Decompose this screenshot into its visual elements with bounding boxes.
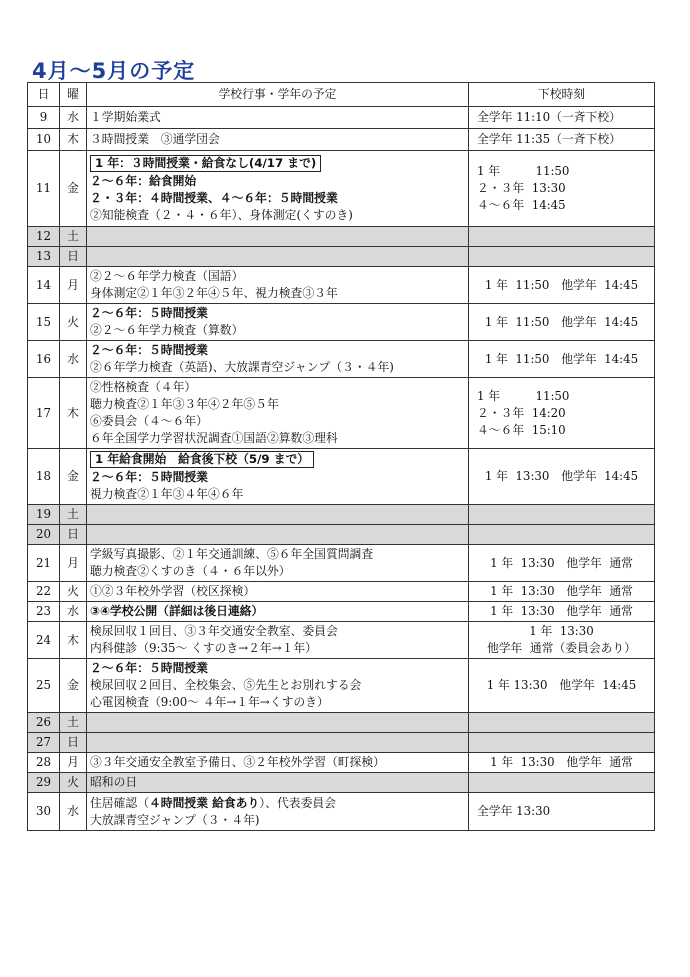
event-text: ２～６年：５時間授業 bbox=[90, 343, 208, 357]
event-line bbox=[90, 413, 465, 430]
events-cell bbox=[87, 622, 469, 659]
events-cell bbox=[87, 505, 469, 525]
event-text: ②性格検査（４年） bbox=[90, 380, 197, 394]
day-cell: 25 bbox=[28, 659, 60, 713]
day-cell: 9 bbox=[28, 107, 60, 129]
event-line bbox=[90, 774, 465, 791]
dismissal-time: 1 年 13:30 他学年 通常 bbox=[490, 555, 633, 570]
dismissal-cell bbox=[469, 525, 655, 545]
event-line bbox=[90, 131, 465, 148]
event-text: 学級写真撮影、②１年交通訓練、⑤６年全国質問調査 bbox=[90, 547, 374, 561]
day-cell: 11 bbox=[28, 151, 60, 227]
events-cell bbox=[87, 267, 469, 304]
event-line bbox=[90, 430, 465, 447]
dismissal-cell bbox=[469, 267, 655, 304]
event-line bbox=[90, 660, 465, 677]
day-cell: 21 bbox=[28, 545, 60, 582]
dismissal-cell bbox=[469, 505, 655, 525]
event-notice-box: 1 年：３時間授業・給食なし(4/17 まで) bbox=[90, 155, 321, 172]
event-text: 検尿回収２回目、全校集会、⑤先生とお別れする会 bbox=[90, 678, 362, 692]
page-title: 4月～5月の予定 bbox=[32, 59, 196, 83]
events-cell bbox=[87, 713, 469, 733]
schedule-rows bbox=[28, 107, 655, 831]
day-cell: 18 bbox=[28, 449, 60, 505]
dismissal-cell bbox=[469, 151, 655, 227]
events-cell bbox=[87, 659, 469, 713]
day-cell: 12 bbox=[28, 227, 60, 247]
event-line bbox=[90, 173, 465, 190]
day-cell: 22 bbox=[28, 582, 60, 602]
schedule-row bbox=[28, 753, 655, 773]
dismissal-time: 1 年 13:30 bbox=[529, 624, 594, 638]
events-cell bbox=[87, 582, 469, 602]
schedule-row bbox=[28, 582, 655, 602]
event-text: ②２～６年学力検査（算数） bbox=[90, 323, 244, 337]
dismissal-time: 1 年 13:30 他学年 通常 bbox=[490, 584, 633, 598]
event-line bbox=[90, 754, 465, 771]
event-text: ②知能検査（２・４・６年）、身体測定(くすのき) bbox=[90, 207, 353, 222]
dismissal-cell bbox=[469, 733, 655, 753]
header-weekday: 曜 bbox=[60, 83, 87, 107]
event-line bbox=[90, 450, 465, 469]
event-text: ２～６年：５時間授業 bbox=[90, 661, 208, 675]
events-cell bbox=[87, 753, 469, 773]
weekday-cell: 日 bbox=[60, 247, 87, 267]
day-cell: 26 bbox=[28, 713, 60, 733]
dismissal-cell bbox=[469, 753, 655, 773]
weekday-cell: 月 bbox=[60, 267, 87, 304]
weekday-cell: 火 bbox=[60, 773, 87, 793]
dismissal-time: 1 年 11:50 他学年 14:45 bbox=[484, 277, 639, 292]
schedule-row bbox=[28, 545, 655, 582]
schedule-row bbox=[28, 793, 655, 831]
schedule-row bbox=[28, 505, 655, 525]
event-line bbox=[90, 359, 465, 376]
event-text: １学期始業式 bbox=[90, 110, 161, 124]
dismissal-cell bbox=[469, 773, 655, 793]
events-cell bbox=[87, 545, 469, 582]
weekday-cell: 水 bbox=[60, 602, 87, 622]
schedule-row bbox=[28, 341, 655, 378]
events-cell bbox=[87, 107, 469, 129]
day-cell: 30 bbox=[28, 793, 60, 831]
event-text: ３時間授業 ③通学団会 bbox=[90, 132, 220, 146]
events-cell bbox=[87, 129, 469, 151]
day-cell: 23 bbox=[28, 602, 60, 622]
event-notice-box: 1 年給食開始 給食後下校（5/9 まで） bbox=[90, 451, 314, 468]
weekday-cell: 水 bbox=[60, 341, 87, 378]
event-line bbox=[90, 342, 465, 359]
dismissal-cell bbox=[469, 793, 655, 831]
event-line bbox=[90, 285, 465, 302]
header-events: 学校行事・学年の予定 bbox=[87, 83, 469, 107]
event-line bbox=[90, 379, 465, 396]
events-cell bbox=[87, 525, 469, 545]
events-cell bbox=[87, 602, 469, 622]
events-cell bbox=[87, 449, 469, 505]
schedule-row bbox=[28, 267, 655, 304]
event-line bbox=[90, 486, 465, 503]
dismissal-cell bbox=[469, 659, 655, 713]
event-text: ２・３年：４時間授業、４～６年：５時間授業 bbox=[90, 190, 338, 205]
dismissal-cell bbox=[469, 378, 655, 449]
dismissal-time: 1 年 13:30 他学年 通常 bbox=[490, 604, 633, 618]
dismissal-cell bbox=[469, 449, 655, 505]
day-cell: 16 bbox=[28, 341, 60, 378]
dismissal-time: 1 年 11:50 他学年 14:45 bbox=[484, 351, 639, 366]
event-line bbox=[90, 322, 465, 339]
event-text: ①②３年校外学習（校区探検） bbox=[90, 584, 256, 598]
event-line bbox=[90, 603, 465, 620]
event-text: 視力検査②１年③４年④６年 bbox=[90, 487, 244, 501]
schedule-row bbox=[28, 129, 655, 151]
day-cell: 15 bbox=[28, 304, 60, 341]
dismissal-cell bbox=[469, 227, 655, 247]
dismissal-time: ２・３年 13:30 bbox=[477, 181, 566, 195]
events-cell bbox=[87, 227, 469, 247]
event-text-part: ）、代表委員会 bbox=[259, 795, 336, 810]
weekday-cell: 日 bbox=[60, 733, 87, 753]
event-text: 大放課青空ジャンプ（３・４年) bbox=[90, 812, 260, 827]
event-text-part: ４時間授業 給食あり bbox=[149, 795, 260, 810]
dismissal-time: 全学年 11:35（一斉下校） bbox=[477, 132, 621, 146]
event-line bbox=[90, 623, 465, 640]
weekday-cell: 月 bbox=[60, 753, 87, 773]
dismissal-time: ２・３年 14:20 bbox=[477, 405, 566, 420]
weekday-cell: 土 bbox=[60, 227, 87, 247]
event-line bbox=[90, 154, 465, 173]
dismissal-time: 他学年 通常（委員会あり） bbox=[486, 641, 637, 655]
dismissal-cell bbox=[469, 622, 655, 659]
weekday-cell: 土 bbox=[60, 713, 87, 733]
day-cell: 28 bbox=[28, 753, 60, 773]
schedule-table bbox=[27, 82, 655, 831]
dismissal-time: 1 年 11:50 bbox=[477, 164, 570, 178]
schedule-row bbox=[28, 247, 655, 267]
dismissal-time: 1 年 13:30 他学年 14:45 bbox=[486, 678, 637, 692]
day-cell: 27 bbox=[28, 733, 60, 753]
dismissal-time: 全学年 11:10（一斉下校） bbox=[477, 110, 621, 124]
schedule-row bbox=[28, 733, 655, 753]
events-cell bbox=[87, 304, 469, 341]
event-text: ６年全国学力学習状況調査①国語②算数③理科 bbox=[90, 431, 338, 445]
event-line bbox=[90, 305, 465, 322]
day-cell: 13 bbox=[28, 247, 60, 267]
event-line bbox=[90, 795, 465, 812]
day-cell: 19 bbox=[28, 505, 60, 525]
event-text: ②２～６年学力検査（国語） bbox=[90, 269, 244, 283]
event-line bbox=[90, 109, 465, 126]
event-text: ③④学校公開（詳細は後日連絡） bbox=[90, 604, 264, 618]
weekday-cell: 日 bbox=[60, 525, 87, 545]
weekday-cell: 火 bbox=[60, 304, 87, 341]
events-cell bbox=[87, 773, 469, 793]
event-line bbox=[90, 190, 465, 207]
event-text: ２～６年：５時間授業 bbox=[90, 306, 208, 320]
event-line bbox=[90, 677, 465, 694]
event-line bbox=[90, 469, 465, 486]
schedule-row bbox=[28, 622, 655, 659]
dismissal-cell bbox=[469, 713, 655, 733]
event-line bbox=[90, 583, 465, 600]
schedule-row bbox=[28, 304, 655, 341]
day-cell: 29 bbox=[28, 773, 60, 793]
schedule-row bbox=[28, 449, 655, 505]
weekday-cell: 木 bbox=[60, 129, 87, 151]
dismissal-time: 全学年 13:30 bbox=[477, 804, 551, 818]
event-text: 心電図検査（9:00～ ４年→１年→くすのき） bbox=[90, 695, 329, 709]
weekday-cell: 金 bbox=[60, 151, 87, 227]
dismissal-cell bbox=[469, 107, 655, 129]
event-text: 昭和の日 bbox=[90, 775, 138, 789]
day-cell: 10 bbox=[28, 129, 60, 151]
dismissal-cell bbox=[469, 129, 655, 151]
dismissal-cell bbox=[469, 247, 655, 267]
event-text: ②６年学力検査（英語)、大放課青空ジャンプ（３・４年) bbox=[90, 360, 394, 374]
events-cell bbox=[87, 378, 469, 449]
event-text: 聴力検査②１年③３年④２年⑤５年 bbox=[90, 397, 279, 411]
event-text: ⑥委員会（４～６年） bbox=[90, 414, 208, 428]
event-line bbox=[90, 207, 465, 224]
schedule-row bbox=[28, 773, 655, 793]
day-cell: 14 bbox=[28, 267, 60, 304]
weekday-cell: 火 bbox=[60, 582, 87, 602]
schedule-row bbox=[28, 525, 655, 545]
dismissal-time: 1 年 11:50 他学年 14:45 bbox=[484, 314, 639, 329]
day-cell: 20 bbox=[28, 525, 60, 545]
day-cell: 24 bbox=[28, 622, 60, 659]
events-cell bbox=[87, 151, 469, 227]
event-text: 内科健診（9:35～ くすのき→２年→１年） bbox=[90, 641, 317, 655]
header-day: 日 bbox=[28, 83, 60, 107]
weekday-cell: 木 bbox=[60, 378, 87, 449]
event-text-part: 住居確認（ bbox=[90, 795, 149, 810]
event-line bbox=[90, 812, 465, 829]
weekday-cell: 木 bbox=[60, 622, 87, 659]
event-text: 聴力検査②くすのき（４・６年以外） bbox=[90, 564, 291, 578]
weekday-cell: 水 bbox=[60, 793, 87, 831]
event-text: 身体測定②１年③２年④５年、視力検査③３年 bbox=[90, 286, 338, 300]
schedule-row bbox=[28, 378, 655, 449]
dismissal-time: 1 年 13:30 他学年 通常 bbox=[490, 755, 633, 769]
schedule-row bbox=[28, 107, 655, 129]
dismissal-cell bbox=[469, 602, 655, 622]
dismissal-cell bbox=[469, 304, 655, 341]
dismissal-time: 1 年 11:50 bbox=[477, 388, 570, 403]
event-line bbox=[90, 563, 465, 580]
dismissal-cell bbox=[469, 545, 655, 582]
weekday-cell: 月 bbox=[60, 545, 87, 582]
events-cell bbox=[87, 793, 469, 831]
event-line bbox=[90, 546, 465, 563]
schedule-row bbox=[28, 227, 655, 247]
weekday-cell: 金 bbox=[60, 659, 87, 713]
event-text: ２～６年：給食開始 bbox=[90, 173, 197, 188]
header-dismissal: 下校時刻 bbox=[469, 83, 655, 107]
dismissal-time: ４～６年 14:45 bbox=[477, 198, 566, 212]
weekday-cell: 土 bbox=[60, 505, 87, 525]
event-text: 検尿回収１回目、③３年交通安全教室、委員会 bbox=[90, 624, 338, 638]
dismissal-time: 1 年 13:30 他学年 14:45 bbox=[484, 469, 639, 483]
event-line bbox=[90, 396, 465, 413]
dismissal-time: ４～６年 15:10 bbox=[477, 422, 566, 437]
event-line bbox=[90, 694, 465, 711]
weekday-cell: 金 bbox=[60, 449, 87, 505]
event-line bbox=[90, 268, 465, 285]
events-cell bbox=[87, 733, 469, 753]
schedule-row bbox=[28, 659, 655, 713]
event-text: ③３年交通安全教室予備日、③２年校外学習（町探検） bbox=[90, 755, 385, 769]
schedule-row bbox=[28, 713, 655, 733]
day-cell: 17 bbox=[28, 378, 60, 449]
schedule-row bbox=[28, 602, 655, 622]
events-cell bbox=[87, 341, 469, 378]
schedule-row bbox=[28, 151, 655, 227]
dismissal-cell bbox=[469, 341, 655, 378]
weekday-cell: 水 bbox=[60, 107, 87, 129]
event-line bbox=[90, 640, 465, 657]
event-text: ２～６年：５時間授業 bbox=[90, 470, 208, 484]
events-cell bbox=[87, 247, 469, 267]
table-header-row bbox=[28, 83, 655, 107]
dismissal-cell bbox=[469, 582, 655, 602]
